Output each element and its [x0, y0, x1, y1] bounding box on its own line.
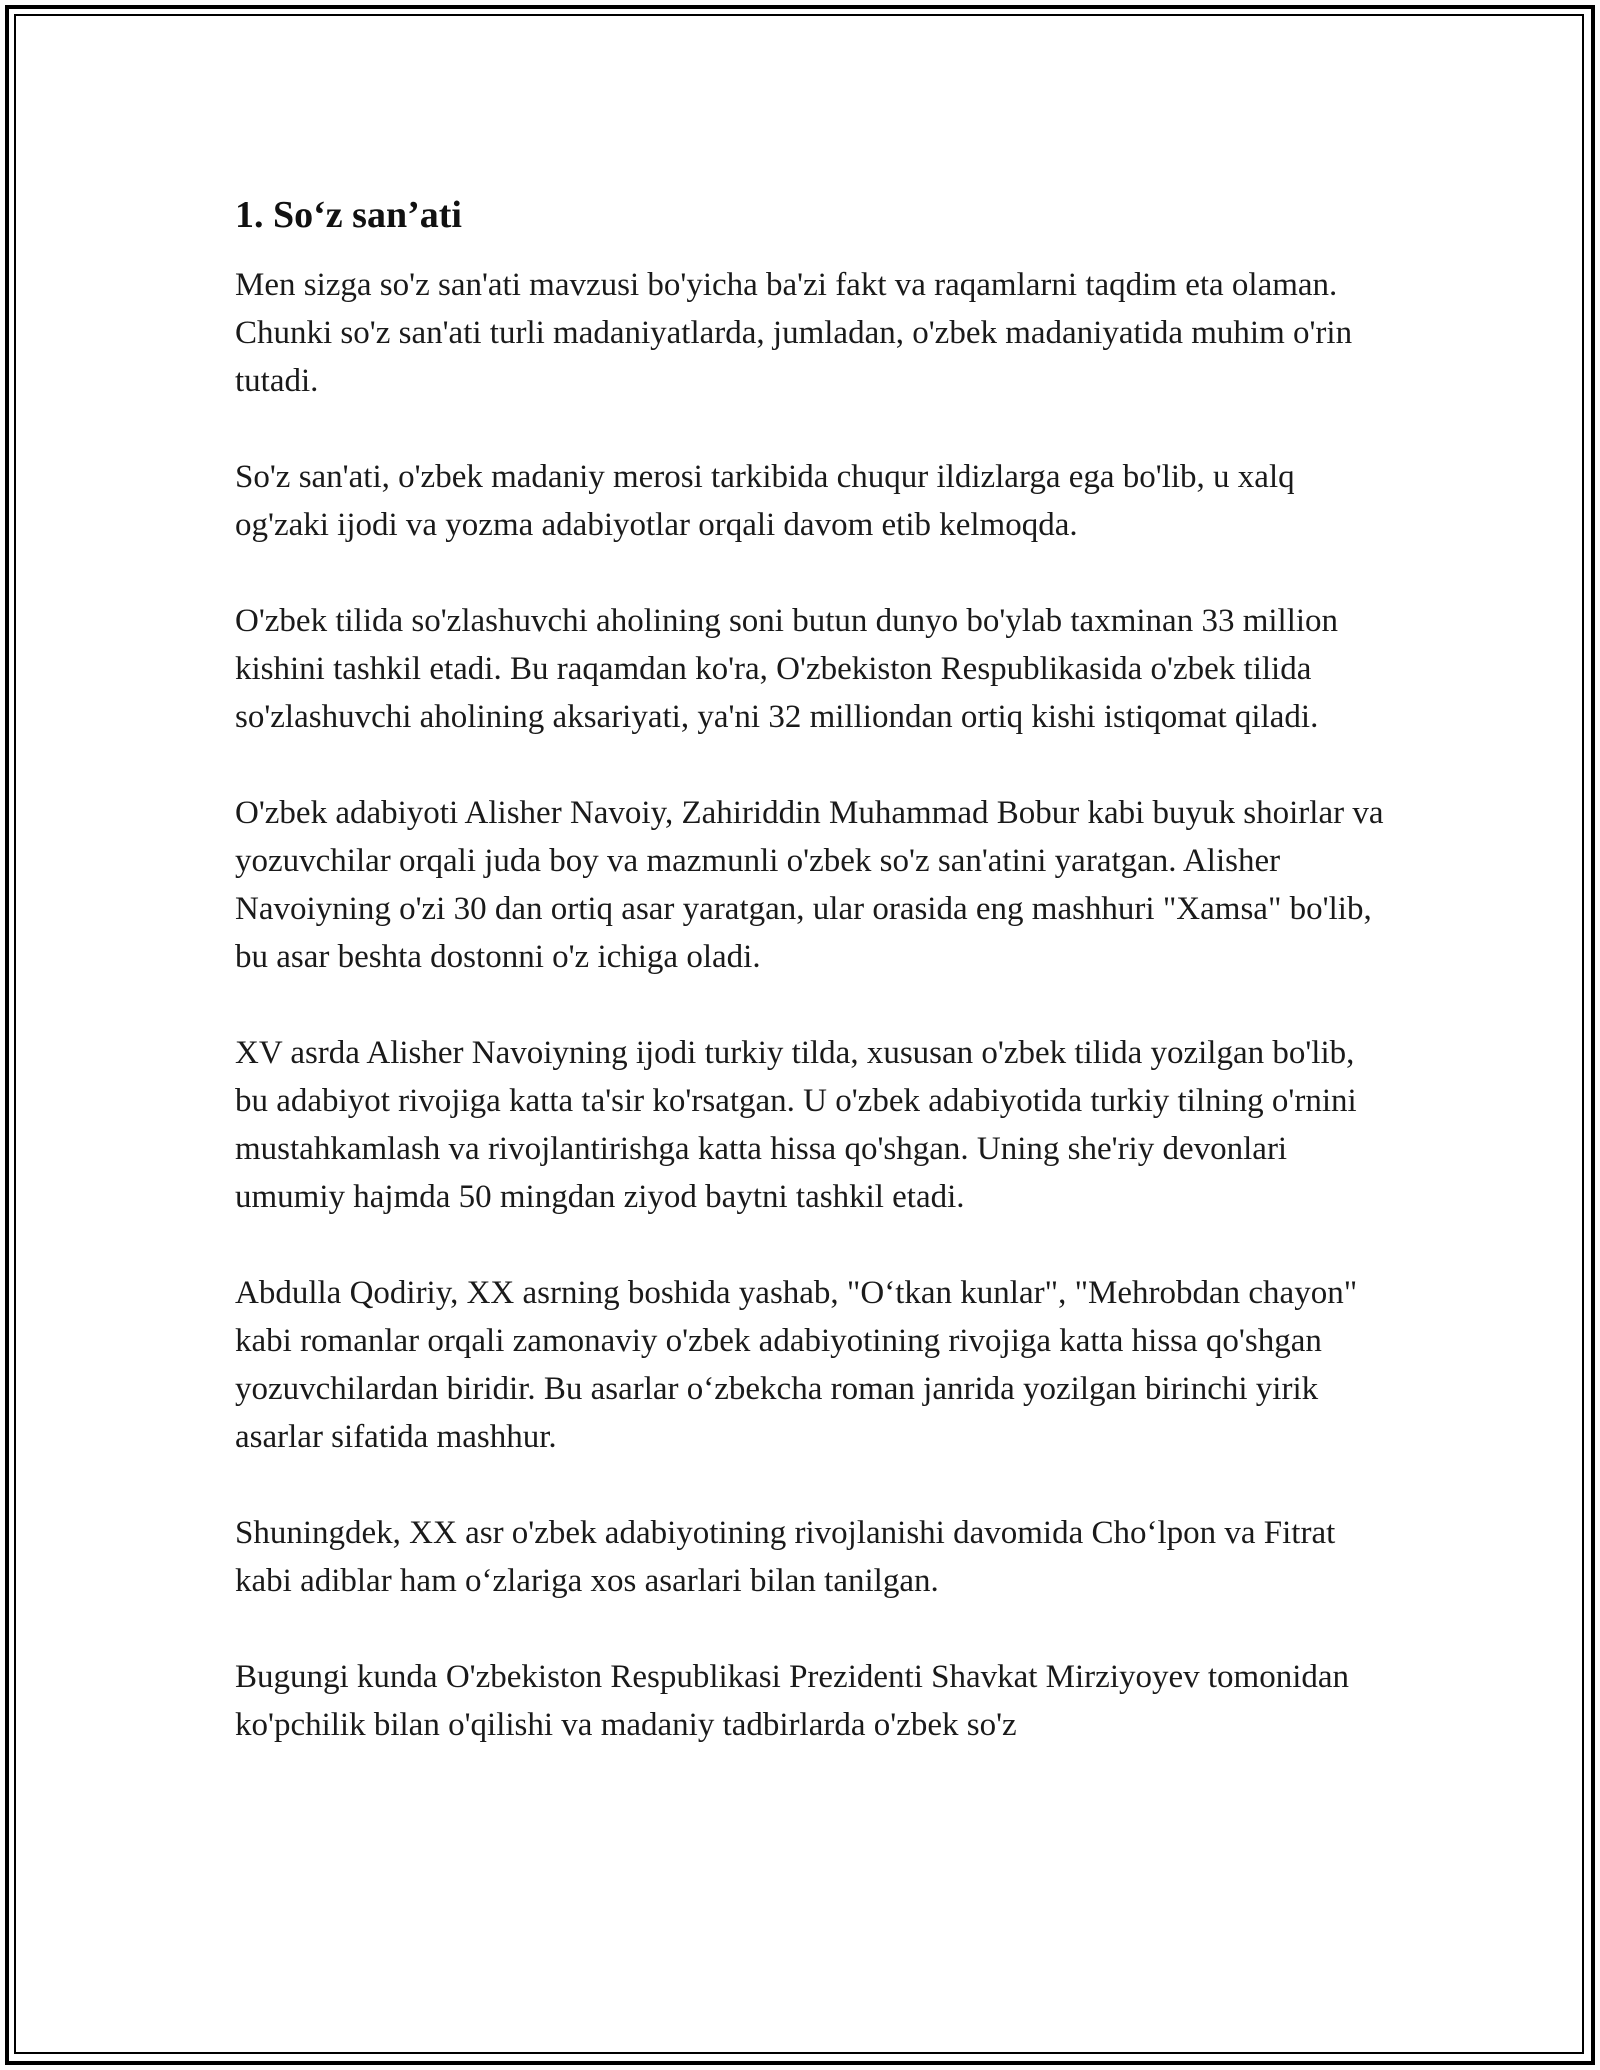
paragraph-3: O'zbek tilida so'zlashuvchi aholining soni butun dunyo bo'ylab taxminan 33 million kishini tashkil etadi. Bu raqamdan ko'ra, O'zbekiston Respublikasida o'zbek tilida so'zlashuvchi aholining aksariyati, ya'ni 32 milliondan ortiq kishi istiqomat qiladi.	[235, 603, 1339, 735]
paragraph-8: Bugungi kunda O'zbekiston Respublikasi Prezidenti Shavkat Mirziyoyev tomonidan ko'pchilik bilan o'qilishi va madaniy tadbirlarda o'zbek so'z	[235, 1659, 1350, 1743]
document-body	[235, 185, 1385, 1749]
paragraph-5: XV asrda Alisher Navoiyning ijodi turkiy tilda, xususan o'zbek tilida yozilgan bo'lib, bu adabiyot rivojiga katta ta'sir ko'rsatgan. U o'zbek adabiyotida turkiy tilning o'rnini mustahkamlash va rivojlantirishga katta hissa qo'shgan. Uning she'riy devonlari umumiy hajmda 50 mingdan ziyod baytni tashkil etadi.	[235, 1035, 1357, 1215]
paragraph-7: Shuningdek, XX asr o'zbek adabiyotining rivojlanishi davomida Cho‘lpon va Fitrat kabi adiblar ham o‘zlariga xos asarlari bilan tanilgan.	[235, 1515, 1336, 1599]
section-heading: 1. So‘z san’ati	[235, 194, 462, 236]
paragraph-1: Men sizga so'z san'ati mavzusi bo'yicha ba'zi fakt va raqamlarni taqdim eta olaman. Chunki so'z san'ati turli madaniyatlarda, jumladan, o'zbek madaniyatida muhim o'rin tutadi.	[235, 267, 1353, 399]
paragraph-4: O'zbek adabiyoti Alisher Navoiy, Zahiriddin Muhammad Bobur kabi buyuk shoirlar va yozuvchilar orqali juda boy va mazmunli o'zbek so'z san'atini yaratgan. Alisher Navoiyning o'zi 30 dan ortiq asar yaratgan, ular orasida eng mashhuri "Xamsa" bo'lib, bu asar beshta dostonni o'z ichiga oladi.	[235, 795, 1384, 975]
paragraph-2: So'z san'ati, o'zbek madaniy merosi tarkibida chuqur ildizlarga ega bo'lib, u xalq og'zaki ijodi va yozma adabiyotlar orqali davom etib kelmoqda.	[235, 459, 1295, 543]
paragraph-6: Abdulla Qodiriy, XX asrning boshida yashab, "O‘tkan kunlar", "Mehrobdan chayon" kabi romanlar orqali zamonaviy o'zbek adabiyotining rivojiga katta hissa qo'shgan yozuvchilardan biridir. Bu asarlar o‘zbekcha roman janrida yozilgan birinchi yirik asarlar sifatida mashhur.	[235, 1275, 1358, 1455]
